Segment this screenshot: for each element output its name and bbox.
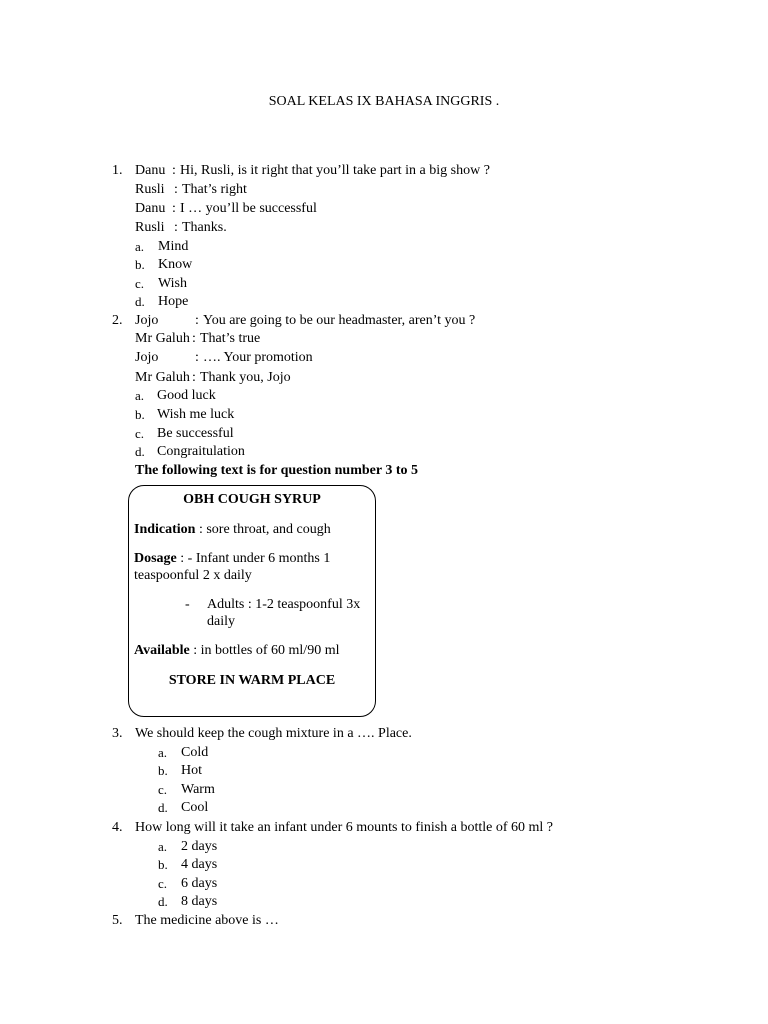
adult-dosage-cont: daily [207,614,235,629]
option-letter: b. [158,857,168,872]
option-text: Congraitulation [157,444,245,459]
option-text: Wish me luck [157,407,235,422]
option-letter: c. [135,276,145,291]
option-text: Wish [158,276,187,291]
option-text: 8 days [181,894,218,909]
dosage-label: Dosage [134,551,177,566]
dialog-speaker: Jojo [135,313,159,328]
option-text: Warm [181,782,215,797]
question-text: The medicine above is … [135,913,279,928]
option-text: Know [158,257,193,272]
option-text: 6 days [181,876,218,891]
dialog-speaker: Mr Galuh [135,331,190,346]
option-text: Hot [181,763,202,778]
dialog-speaker: Jojo [135,350,159,365]
option-letter: b. [135,257,145,272]
option-text: 4 days [181,857,218,872]
option-letter: b. [135,407,145,422]
option-text: 2 days [181,839,218,854]
option-letter: b. [158,763,168,778]
question-number: 4. [112,820,123,835]
option-letter: c. [135,426,145,441]
dialog-line: …. Your promotion [203,350,313,365]
question-number: 3. [112,726,123,741]
option-letter: a. [158,839,168,854]
adult-dash: - [185,597,190,612]
option-letter: c. [158,876,168,891]
dialog-line: That’s right [182,182,247,197]
dialog-line: Hi, Rusli, is it right that you’ll take part in a big show ? [180,163,490,178]
adult-dosage: Adults : 1-2 teaspoonful 3x [207,597,361,612]
indication-line [134,521,331,539]
question-text: How long will it take an infant under 6 mounts to finish a bottle of 60 ml ? [135,820,553,835]
dialog-speaker: Danu [135,201,166,216]
indication-label: Indication [134,522,196,537]
option-letter: d. [158,894,168,909]
question-text: We should keep the cough mixture in a …. Place. [135,726,412,741]
dialog-speaker: Rusli [135,182,165,197]
dialog-separator: : [195,350,199,365]
option-letter: d. [158,800,168,815]
dialog-separator: : [172,163,176,178]
box-heading: OBH COUGH SYRUP [183,492,321,507]
option-text: Good luck [157,388,216,403]
dialog-speaker: Rusli [135,220,165,235]
dialog-line: You are going to be our headmaster, aren’t you ? [203,313,476,328]
dialog-speaker: Mr Galuh [135,370,190,385]
dosage-line [134,550,330,568]
option-letter: a. [135,239,145,254]
dosage-text-cont: teaspoonful 2 x daily [134,568,252,583]
option-letter: d. [135,444,145,459]
store-instruction: STORE IN WARM PLACE [168,673,336,688]
page-title: SOAL KELAS IX BAHASA INGGRIS . [268,94,500,109]
passage-intro: The following text is for question number 3 to 5 [135,463,418,478]
dialog-separator: : [172,201,176,216]
option-text: Hope [158,294,189,309]
dialog-separator: : [192,331,196,346]
question-number: 1. [112,163,123,178]
option-letter: a. [135,388,145,403]
dialog-separator: : [195,313,199,328]
option-text: Be successful [157,426,234,441]
dialog-separator: : [174,182,178,197]
option-text: Cool [181,800,209,815]
dosage-text: : - Infant under 6 months 1 [180,551,331,566]
dialog-line: Thank you, Jojo [200,370,291,385]
dialog-line: Thanks. [182,220,227,235]
option-letter: a. [158,745,168,760]
question-number: 5. [112,913,123,928]
dialog-line: I … you’ll be successful [180,201,317,216]
dialog-separator: : [174,220,178,235]
option-text: Cold [181,745,209,760]
question-number: 2. [112,313,123,328]
option-text: Mind [158,239,189,254]
indication-text: : sore throat, and cough [198,522,331,537]
available-label: Available [134,643,190,658]
available-line [134,642,339,660]
dialog-line: That’s true [200,331,261,346]
option-letter: c. [158,782,168,797]
dialog-separator: : [192,370,196,385]
option-letter: d. [135,294,145,309]
dialog-speaker: Danu [135,163,166,178]
available-text: : in bottles of 60 ml/90 ml [193,643,340,658]
